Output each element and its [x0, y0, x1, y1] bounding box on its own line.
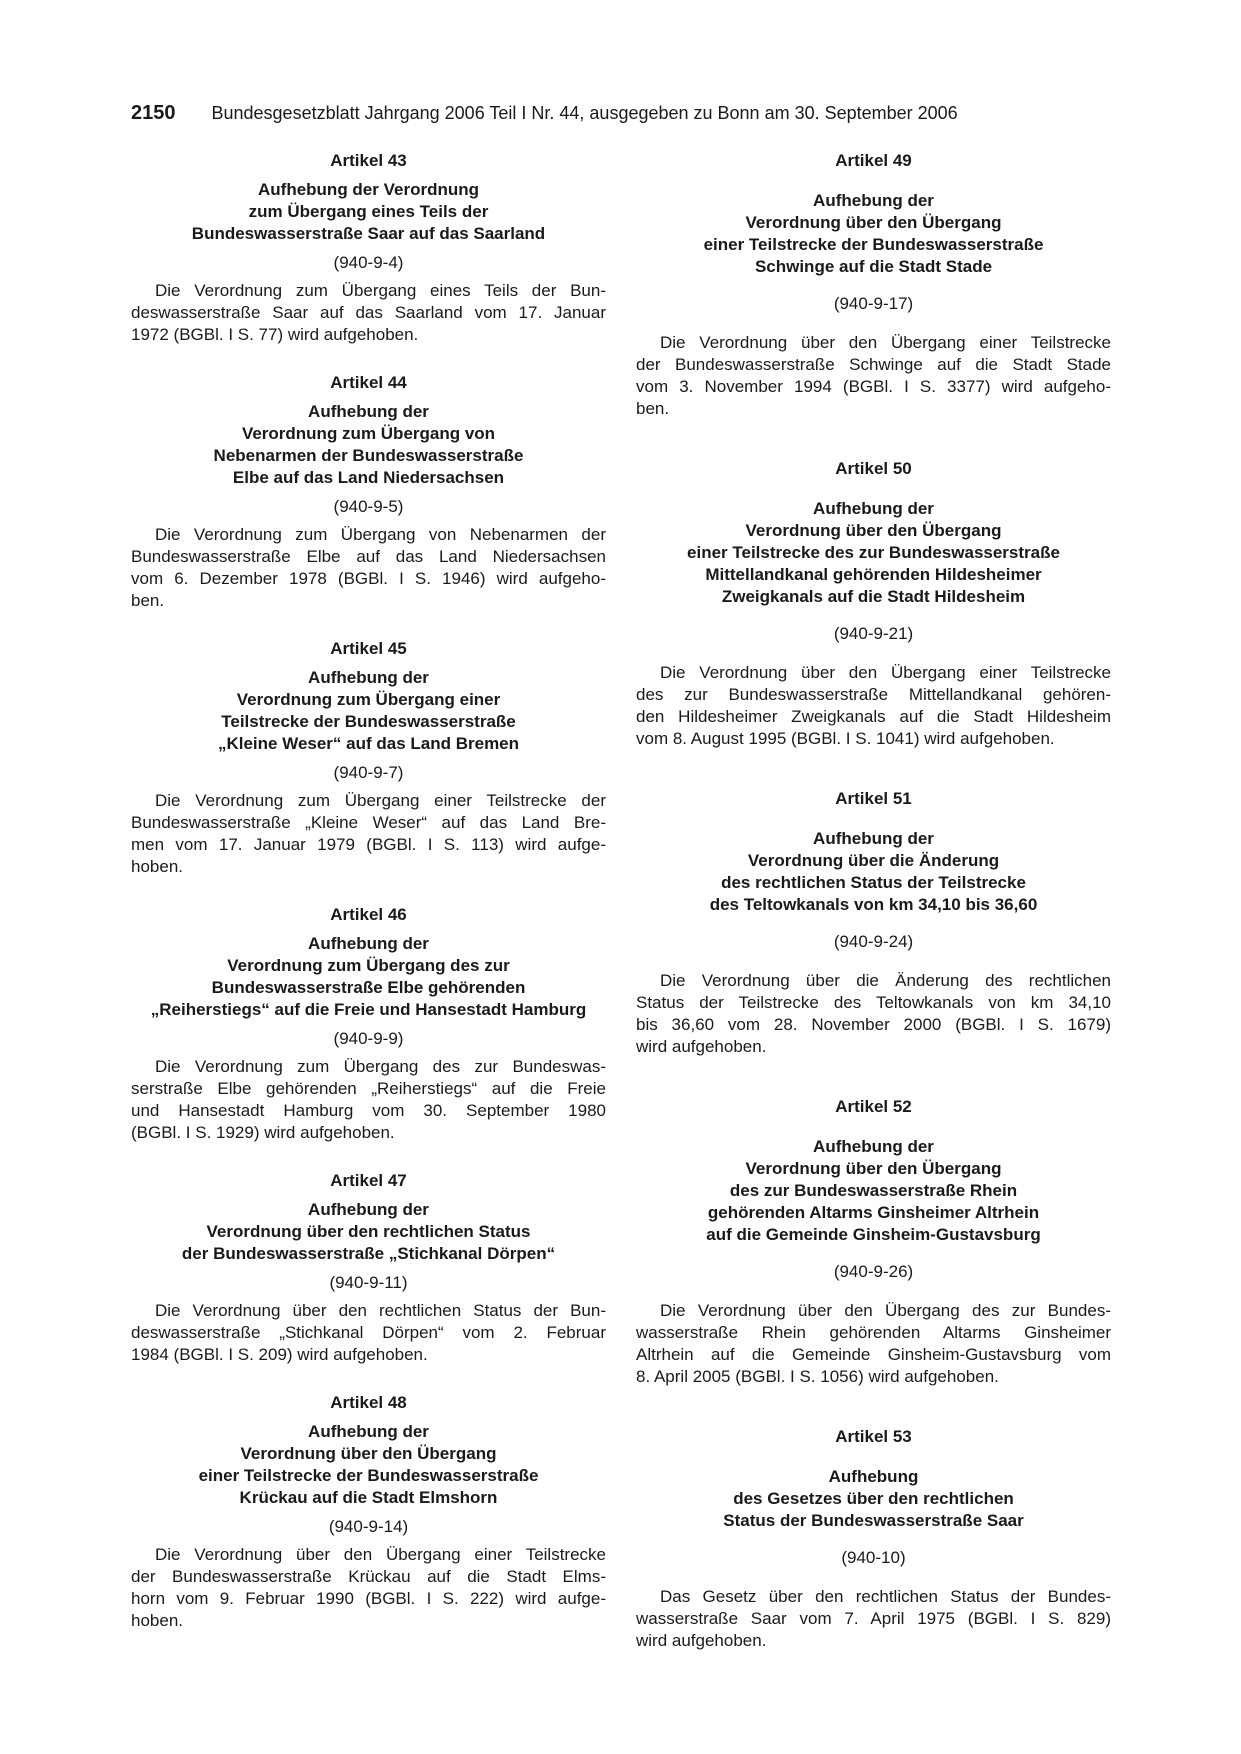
article-title-line: auf die Gemeinde Ginsheim-Gustavsburg: [706, 1225, 1041, 1244]
article-body-line: Die Verordnung über den Übergang einer Teilstrecke: [660, 663, 1111, 682]
article-body-line: Die Verordnung über den Übergang einer Teilstrecke: [660, 333, 1111, 352]
article: [636, 1426, 1111, 1652]
article-body-line: Die Verordnung über den Übergang einer Teilstrecke: [155, 1545, 606, 1564]
article-body-line: horn vom 9. Februar 1990 (BGBl. I S. 222) wird aufge-: [131, 1589, 606, 1608]
article-body: [131, 524, 606, 612]
article: [131, 372, 606, 612]
publication-line: Bundesgesetzblatt Jahrgang 2006 Teil I Nr. 44, ausgegeben zu Bonn am 30. September 2006: [211, 103, 958, 123]
article-number: Artikel 51: [835, 789, 912, 808]
article-body-line: und Hansestadt Hamburg vom 30. September 1980: [131, 1101, 606, 1120]
article-body: [636, 1300, 1111, 1388]
article-body-line: Das Gesetz über den rechtlichen Status der Bundes-: [660, 1587, 1111, 1606]
article-code: (940-9-14): [328, 1517, 409, 1536]
article-title-line: Verordnung über den rechtlichen Status: [206, 1222, 531, 1241]
article-body-line: deswasserstraße „Stichkanal Dörpen“ vom 2. Februar: [131, 1323, 606, 1342]
article-body-line: hoben.: [131, 857, 183, 876]
article-body: [636, 332, 1111, 420]
article-title: [131, 1199, 606, 1265]
article: [131, 150, 606, 346]
article-title-line: der Bundeswasserstraße „Stichkanal Dörpen“: [181, 1244, 556, 1263]
article-code: (940-9-24): [833, 932, 914, 951]
article-title-line: des Gesetzes über den rechtlichen: [733, 1489, 1014, 1508]
article-body-line: Die Verordnung über die Änderung des rechtlichen: [660, 971, 1111, 990]
article-number: Artikel 47: [330, 1171, 407, 1190]
article-title-line: einer Teilstrecke des zur Bundeswasserstraße: [687, 543, 1060, 562]
article-body-line: ben.: [636, 399, 670, 418]
article-title-line: gehörenden Altarms Ginsheimer Altrhein: [707, 1203, 1040, 1222]
article: [636, 788, 1111, 1058]
article-body-line: 1984 (BGBl. I S. 209) wird aufgehoben.: [131, 1345, 428, 1364]
article-number: Artikel 45: [330, 639, 407, 658]
article-body-line: hoben.: [131, 1611, 183, 1630]
article-body-line: (BGBl. I S. 1929) wird aufgehoben.: [131, 1123, 395, 1142]
article-body: [131, 1300, 606, 1366]
article-code: (940-9-7): [333, 763, 404, 782]
article-title-line: Aufhebung der: [813, 191, 934, 210]
article-title-line: Aufhebung der: [308, 668, 429, 687]
article-title-line: „Kleine Weser“ auf das Land Bremen: [217, 734, 520, 753]
article-title-line: Bundeswasserstraße Saar auf das Saarland: [191, 224, 546, 243]
article-body-line: Bundeswasserstraße „Kleine Weser“ auf das Land Bre-: [131, 813, 606, 832]
article-title-line: Verordnung zum Übergang einer: [236, 690, 501, 709]
article-body-line: wird aufgehoben.: [636, 1037, 767, 1056]
article: [131, 904, 606, 1144]
article-body-line: der Bundeswasserstraße Krückau auf die Stadt Elms-: [131, 1567, 606, 1586]
article-title-line: Zweigkanals auf die Stadt Hildesheim: [721, 587, 1026, 606]
article-title-line: Aufhebung der: [813, 829, 934, 848]
article-title-line: Nebenarmen der Bundeswasserstraße: [213, 446, 524, 465]
article-title-line: des Teltowkanals von km 34,10 bis 36,60: [709, 895, 1038, 914]
article-body: [131, 1544, 606, 1632]
article-body-line: 1972 (BGBl. I S. 77) wird aufgehoben.: [131, 325, 419, 344]
article-title: [131, 179, 606, 245]
article-body: [636, 1586, 1111, 1652]
article-title-line: Verordnung zum Übergang des zur: [227, 956, 510, 975]
article-body-line: wasserstraße Saar vom 7. April 1975 (BGBl. I S. 829): [636, 1609, 1111, 1628]
article: [131, 1392, 606, 1632]
article: [636, 1096, 1111, 1388]
article-title-line: Aufhebung der Verordnung: [258, 180, 479, 199]
right-column: [636, 150, 1111, 1690]
article-body: [131, 790, 606, 878]
article-title: [131, 1421, 606, 1509]
article-title-line: Verordnung über den Übergang: [240, 1444, 497, 1463]
article-title-line: einer Teilstrecke der Bundeswasserstraße: [703, 235, 1044, 254]
article: [636, 150, 1111, 420]
article-body-line: Die Verordnung zum Übergang des zur Bundeswas-: [155, 1057, 606, 1076]
article-body-line: wird aufgehoben.: [636, 1631, 767, 1650]
article-number: Artikel 49: [835, 151, 912, 170]
article-body-line: men vom 17. Januar 1979 (BGBl. I S. 113) wird aufge-: [131, 835, 606, 854]
article-title-line: zum Übergang eines Teils der: [248, 202, 489, 221]
article-title-line: Mittellandkanal gehörenden Hildesheimer: [705, 565, 1042, 584]
article-number: Artikel 52: [835, 1097, 912, 1116]
article-code: (940-10): [841, 1548, 906, 1567]
article-body: [131, 280, 606, 346]
article-code: (940-9-11): [329, 1273, 408, 1292]
article-title-line: des zur Bundeswasserstraße Rhein: [729, 1181, 1018, 1200]
article-code: (940-9-17): [833, 294, 914, 313]
article-number: Artikel 43: [330, 151, 407, 170]
article-body-line: Die Verordnung zum Übergang von Nebenarmen der: [155, 525, 606, 544]
article-body: [636, 970, 1111, 1058]
article-title-line: Aufhebung der: [813, 499, 934, 518]
article-code: (940-9-26): [833, 1262, 914, 1281]
article-body-line: Die Verordnung zum Übergang eines Teils der Bun-: [155, 281, 606, 300]
article-title-line: Verordnung zum Übergang von: [241, 424, 496, 443]
article-body-line: des zur Bundeswasserstraße Mittellandkanal gehören-: [636, 685, 1111, 704]
article-code: (940-9-9): [333, 1029, 404, 1048]
article-body-line: Altrhein auf die Gemeinde Ginsheim-Gustavsburg vom: [636, 1345, 1111, 1364]
article-body: [131, 1056, 606, 1144]
article-title-line: Aufhebung der: [308, 1200, 429, 1219]
article-title-line: Aufhebung der: [308, 402, 429, 421]
article-title-line: Verordnung über den Übergang: [745, 1159, 1002, 1178]
article-number: Artikel 50: [835, 459, 912, 478]
article-title-line: Aufhebung der: [308, 1422, 429, 1441]
article: [131, 1170, 606, 1366]
article-body-line: Die Verordnung zum Übergang einer Teilstrecke der: [155, 791, 606, 810]
article-title-line: Schwinge auf die Stadt Stade: [754, 257, 993, 276]
left-column: [131, 150, 606, 1658]
article-title-line: Verordnung über den Übergang: [745, 213, 1002, 232]
article-body-line: serstraße Elbe gehörenden „Reiherstiegs“ auf die Freie: [131, 1079, 606, 1098]
article-title-line: „Reiherstiegs“ auf die Freie und Hansestadt Hamburg: [150, 1000, 587, 1019]
article-title: [636, 828, 1111, 916]
article-body-line: Die Verordnung über den rechtlichen Status der Bun-: [155, 1301, 606, 1320]
article-code: (940-9-5): [333, 497, 404, 516]
page-number: 2150: [131, 102, 176, 124]
article-title-line: Teilstrecke der Bundeswasserstraße: [221, 712, 516, 731]
article-title: [636, 498, 1111, 608]
article-title-line: des rechtlichen Status der Teilstrecke: [721, 873, 1026, 892]
article-body-line: deswasserstraße Saar auf das Saarland vom 17. Januar: [131, 303, 606, 322]
article-body-line: ben.: [131, 591, 165, 610]
article-number: Artikel 46: [330, 905, 407, 924]
article-title-line: Verordnung über die Änderung: [747, 851, 1000, 870]
article-body-line: 8. April 2005 (BGBl. I S. 1056) wird aufgehoben.: [636, 1367, 999, 1386]
article-body: [636, 662, 1111, 750]
article-title-line: Bundeswasserstraße Elbe gehörenden: [211, 978, 526, 997]
article-title-line: Aufhebung der: [813, 1137, 934, 1156]
article-body-line: Bundeswasserstraße Elbe auf das Land Niedersachsen: [131, 547, 606, 566]
article-body-line: vom 6. Dezember 1978 (BGBl. I S. 1946) wird aufgeho-: [131, 569, 606, 588]
article: [636, 458, 1111, 750]
article-title: [131, 667, 606, 755]
article-title-line: Aufhebung der: [308, 934, 429, 953]
article-title-line: einer Teilstrecke der Bundeswasserstraße: [198, 1466, 539, 1485]
article-number: Artikel 53: [835, 1427, 912, 1446]
article-title: [636, 1466, 1111, 1532]
article-number: Artikel 44: [330, 373, 407, 392]
article-code: (940-9-4): [333, 253, 404, 272]
article-title-line: Krückau auf die Stadt Elmshorn: [239, 1488, 498, 1507]
article-code: (940-9-21): [833, 624, 914, 643]
article-body-line: vom 3. November 1994 (BGBl. I S. 3377) wird aufgeho-: [636, 377, 1111, 396]
article-number: Artikel 48: [330, 1393, 407, 1412]
article-title-line: Elbe auf das Land Niedersachsen: [232, 468, 505, 487]
article-body-line: der Bundeswasserstraße Schwinge auf die Stadt Stade: [636, 355, 1111, 374]
article-title-line: Status der Bundeswasserstraße Saar: [723, 1511, 1024, 1530]
article-body-line: Die Verordnung über den Übergang des zur Bundes-: [660, 1301, 1111, 1320]
article-body-line: den Hildesheimer Zweigkanals auf die Stadt Hildesheim: [636, 707, 1111, 726]
page-header: [131, 101, 1111, 125]
article-title-line: Verordnung über den Übergang: [745, 521, 1002, 540]
article-title: [636, 190, 1111, 278]
article-title: [131, 401, 606, 489]
article-title: [636, 1136, 1111, 1246]
article-body-line: wasserstraße Rhein gehörenden Altarms Ginsheimer: [636, 1323, 1111, 1342]
article-title-line: Aufhebung: [828, 1467, 919, 1486]
article-body-line: Status der Teilstrecke des Teltowkanals von km 34,10: [636, 993, 1111, 1012]
article-body-line: bis 36,60 vom 28. November 2000 (BGBl. I S. 1679): [636, 1015, 1111, 1034]
article-title: [131, 933, 606, 1021]
article-body-line: vom 8. August 1995 (BGBl. I S. 1041) wird aufgehoben.: [636, 729, 1055, 748]
article: [131, 638, 606, 878]
